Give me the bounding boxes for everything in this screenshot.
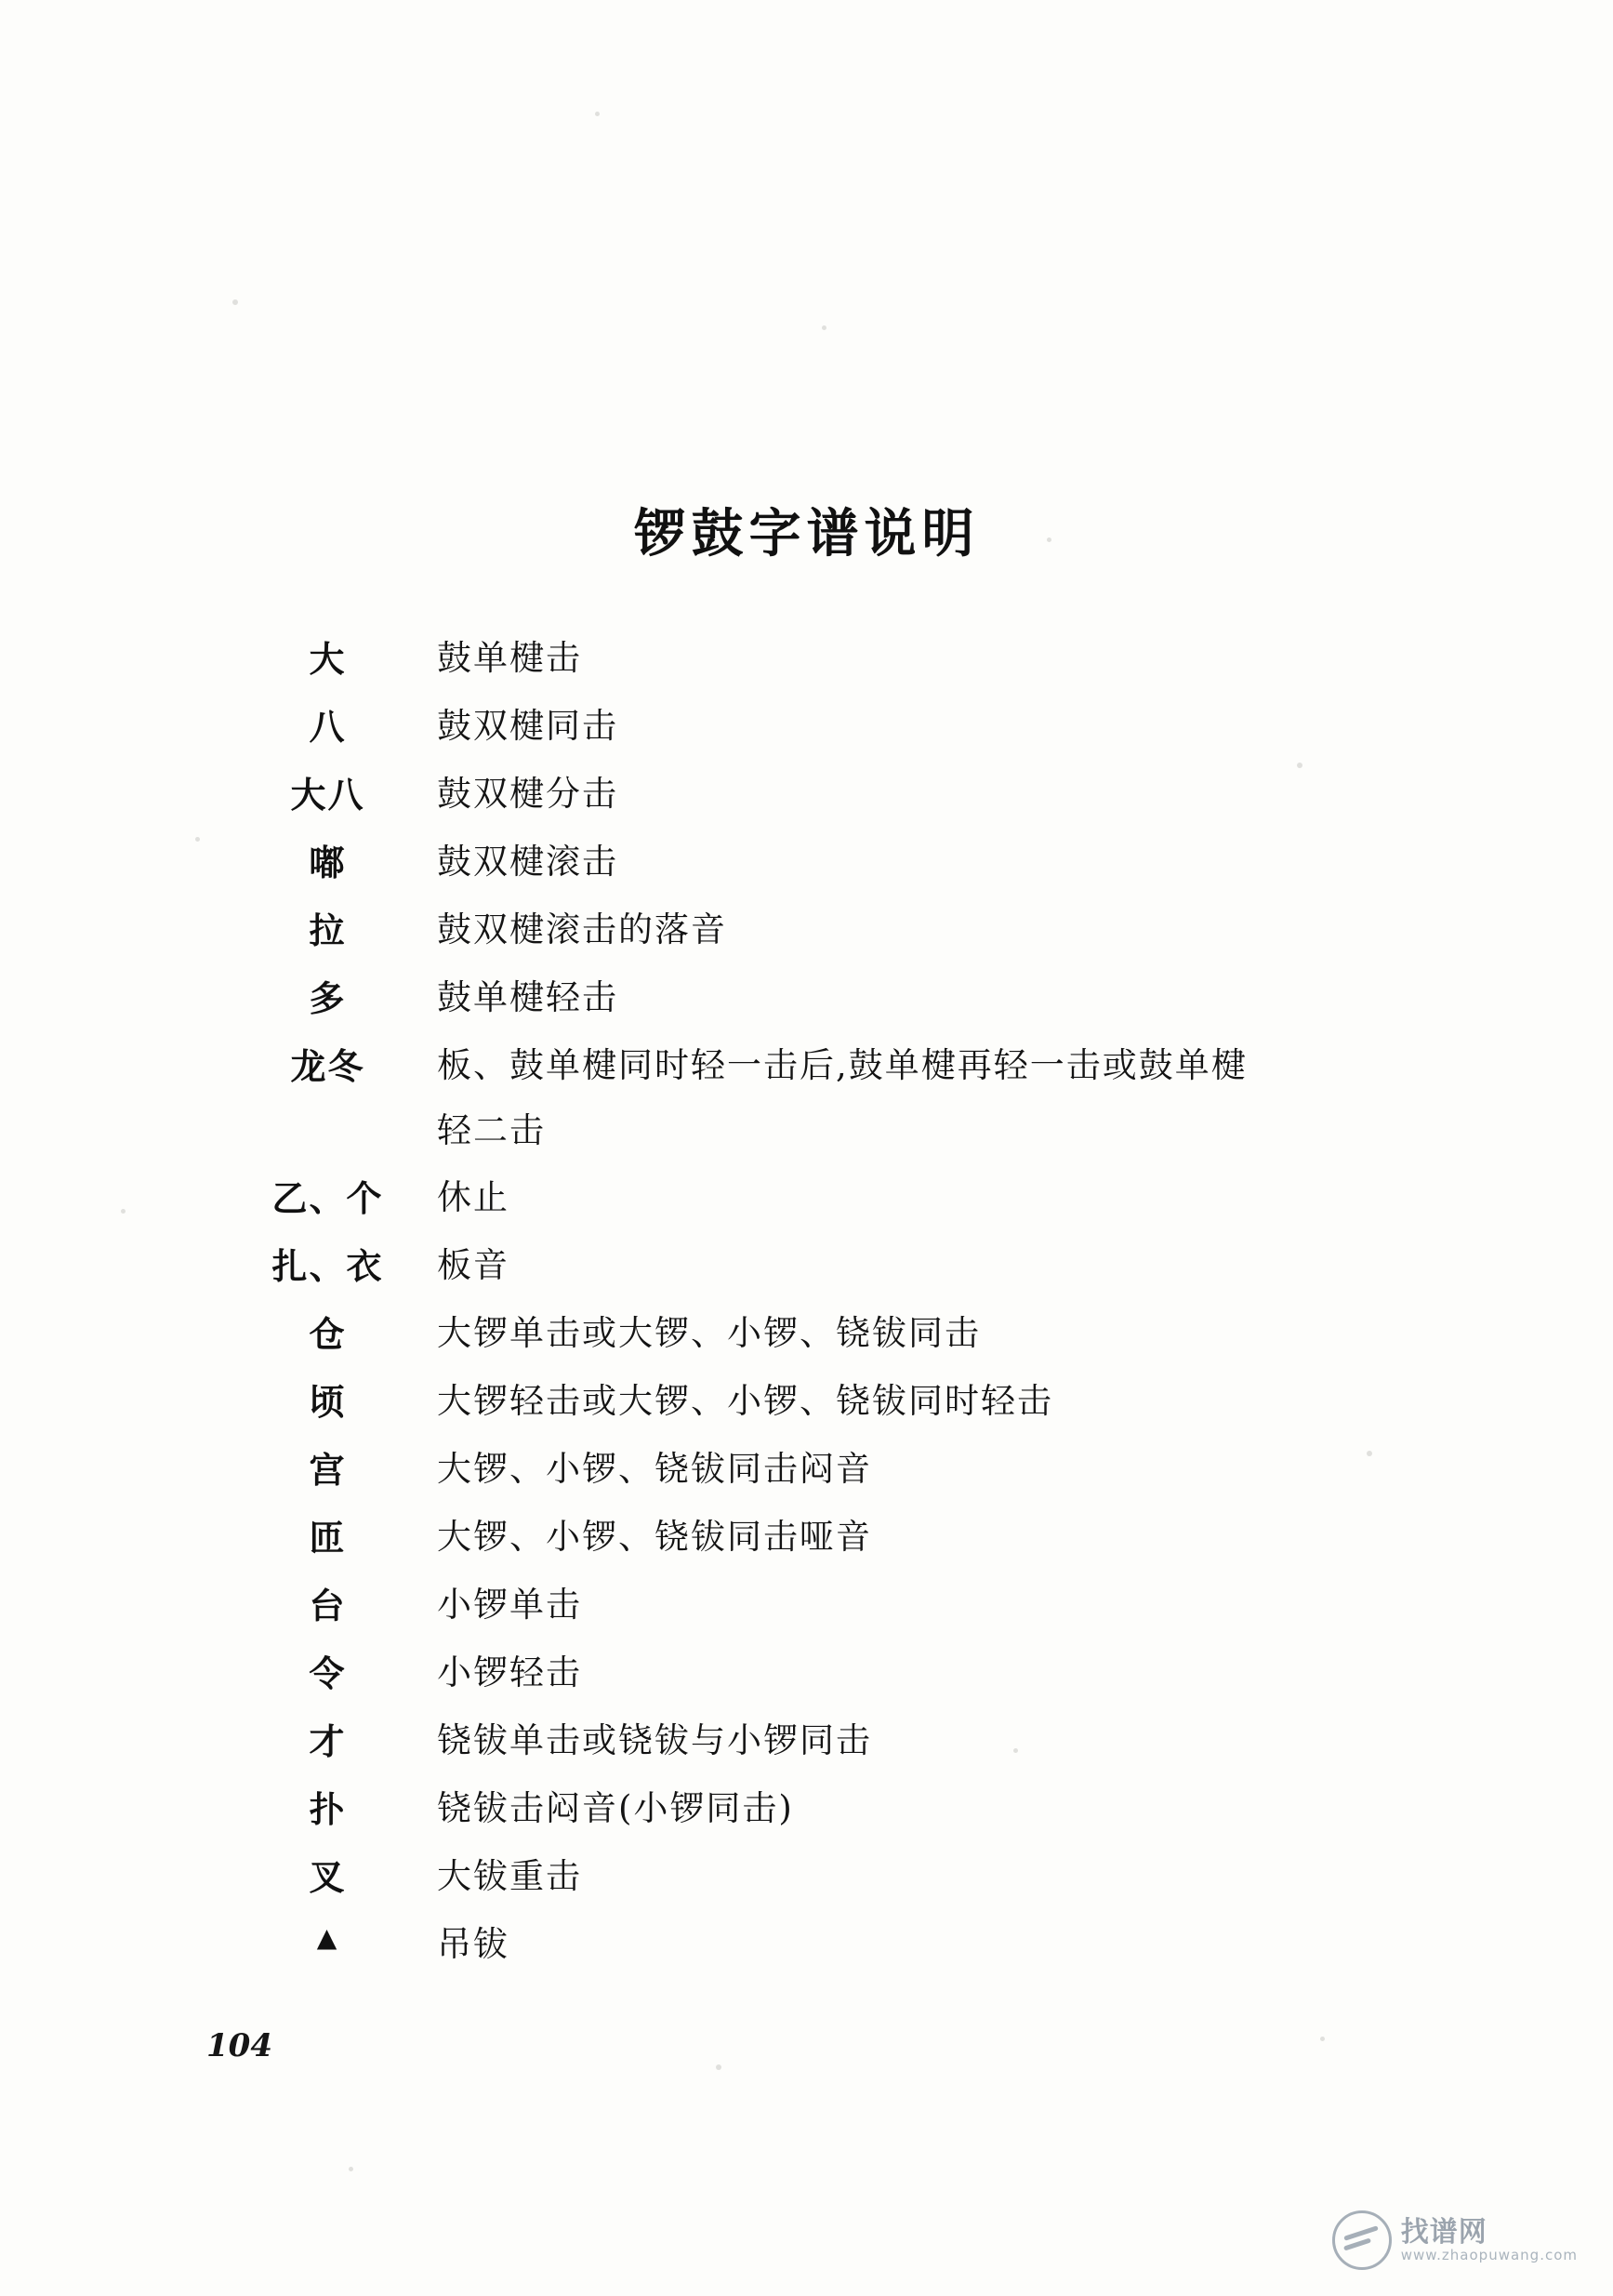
- symbol-cell: 令: [309, 1652, 347, 1695]
- watermark-text: [1401, 2217, 1578, 2263]
- page-number: 104: [206, 2027, 272, 2064]
- symbol-cell: 匝: [309, 1517, 347, 1559]
- list-item: [237, 1851, 1399, 1904]
- description-cell: 鼓双楗分击: [437, 774, 618, 814]
- symbol-cell: 才: [309, 1720, 347, 1763]
- symbol-cell: 八: [309, 706, 347, 748]
- watermark-url: www.zhaopuwang.com: [1400, 2247, 1578, 2264]
- description-cell: 鼓单楗击: [437, 638, 582, 678]
- list-item: [237, 632, 1399, 685]
- page-title: [0, 493, 1613, 567]
- description-cell: 大锣单击或大锣、小锣、铙钹同击: [437, 1313, 981, 1354]
- description-cell: 小锣轻击: [437, 1652, 582, 1693]
- list-item: [237, 1511, 1399, 1564]
- description-cell: 小锣单击: [437, 1585, 582, 1626]
- description-cell: 板音: [437, 1245, 509, 1286]
- description-cell: 鼓双楗滚击: [437, 842, 618, 882]
- list-item: [237, 836, 1399, 889]
- symbol-cell: 宫: [309, 1449, 347, 1492]
- description-line-2: 轻二击: [437, 1110, 546, 1151]
- symbol-cell: 多: [309, 977, 347, 1019]
- symbol-cell: 顷: [309, 1381, 347, 1424]
- page-title-text: 锣鼓字谱说明: [633, 503, 980, 564]
- symbol-cell: 台: [309, 1585, 347, 1627]
- watermark-logo-icon: [1332, 2210, 1392, 2270]
- paper-speck: [349, 2167, 353, 2171]
- list-item: [237, 1375, 1399, 1428]
- list-item: [237, 1040, 1399, 1157]
- description-cell: [418, 1040, 1399, 1157]
- paper-speck: [1320, 2037, 1325, 2041]
- symbol-cell: ▲: [316, 1922, 339, 1954]
- description-cell: 休止: [437, 1177, 509, 1218]
- description-cell: 鼓双楗滚击的落音: [437, 909, 727, 949]
- list-item: [237, 1307, 1399, 1360]
- list-item: [237, 1918, 1399, 1971]
- symbol-cell: 大: [309, 638, 347, 680]
- paper-speck: [232, 299, 238, 305]
- paper-speck: [822, 325, 826, 330]
- description-cell: 大锣轻击或大锣、小锣、铙钹同时轻击: [437, 1381, 1053, 1422]
- description-cell: 鼓单楗轻击: [437, 977, 618, 1017]
- list-item: [237, 904, 1399, 957]
- symbol-cell: 乙、个: [271, 1177, 384, 1220]
- description-cell: 吊钹: [437, 1924, 509, 1965]
- list-item: [237, 1443, 1399, 1496]
- description-cell: 鼓双楗同击: [437, 706, 618, 746]
- symbol-cell: 大八: [290, 774, 365, 816]
- paper-speck: [716, 2064, 721, 2070]
- symbol-cell: 叉: [309, 1856, 347, 1899]
- watermark-name: 找谱网: [1400, 2216, 1487, 2250]
- list-item: [237, 1647, 1399, 1700]
- description-cell: 铙钹单击或铙钹与小锣同击: [437, 1720, 872, 1761]
- description-cell: 大钹重击: [437, 1856, 582, 1897]
- watermark: [1332, 2210, 1578, 2270]
- symbol-cell: 扑: [309, 1788, 347, 1831]
- list-item: [237, 1240, 1399, 1293]
- list-item: [237, 1579, 1399, 1632]
- description-line-1: 板、鼓单楗同时轻一击后,鼓单楗再轻一击或鼓单楗: [437, 1045, 1248, 1085]
- paper-speck: [595, 112, 600, 116]
- symbol-cell: 仓: [309, 1313, 347, 1356]
- paper-speck: [195, 837, 200, 842]
- symbol-cell: 龙冬: [290, 1045, 365, 1087]
- description-cell: 铙钹击闷音(小锣同击): [437, 1788, 794, 1829]
- list-item: [237, 1783, 1399, 1836]
- list-item: [237, 1172, 1399, 1225]
- glossary-list: [237, 632, 1399, 1986]
- symbol-cell: 拉: [309, 909, 347, 951]
- description-cell: 大锣、小锣、铙钹同击哑音: [437, 1517, 872, 1558]
- list-item: [237, 768, 1399, 821]
- symbol-cell: 扎、衣: [271, 1245, 384, 1288]
- symbol-cell: 嘟: [309, 842, 347, 883]
- list-item: [237, 700, 1399, 753]
- list-item: [237, 1715, 1399, 1768]
- list-item: [237, 972, 1399, 1025]
- paper-speck: [121, 1209, 126, 1214]
- description-cell: 大锣、小锣、铙钹同击闷音: [437, 1449, 872, 1490]
